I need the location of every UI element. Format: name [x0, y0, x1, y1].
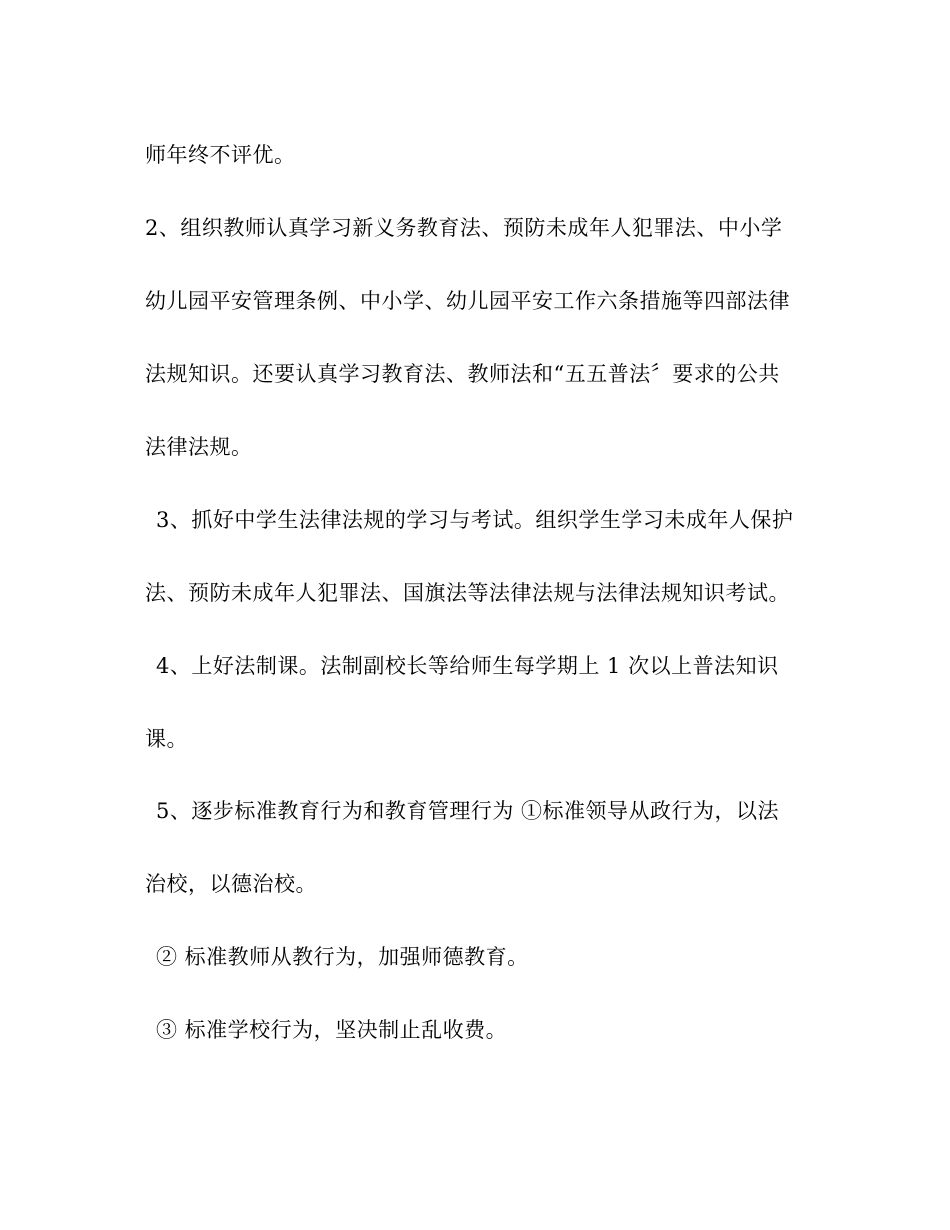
text-line: ③ 标准学校行为，坚决制止乱收费。 — [156, 1018, 508, 1042]
text-line: 法规知识。还要认真学习教育法、教师法和“五五普法〞要求的公共 — [145, 362, 780, 386]
text-line: 法律法规。 — [145, 435, 253, 459]
text-line: 5、逐步标准教育行为和教育管理行为 ①标准领导从政行为，以法 — [156, 799, 780, 823]
text-line: ② 标准教师从教行为，加强师德教育。 — [156, 945, 529, 969]
text-line: 课。 — [145, 727, 188, 751]
text-line: 4、上好法制课。法制副校长等给师生每学期上 1 次以上普法知识 — [156, 654, 779, 678]
text-line: 3、抓好中学生法律法规的学习与考试。组织学生学习未成年人保护 — [156, 508, 794, 532]
text-line: 幼儿园平安管理条例、中小学、幼儿园平安工作六条措施等四部法律 — [145, 289, 790, 313]
text-line: 治校，以德治校。 — [145, 872, 317, 896]
text-line: 师年终不评优。 — [145, 143, 296, 167]
text-line: 法、预防未成年人犯罪法、国旗法等法律法规与法律法规知识考试。 — [145, 581, 790, 605]
text-line: 2、组织教师认真学习新义务教育法、预防未成年人犯罪法、中小学 — [145, 216, 783, 240]
